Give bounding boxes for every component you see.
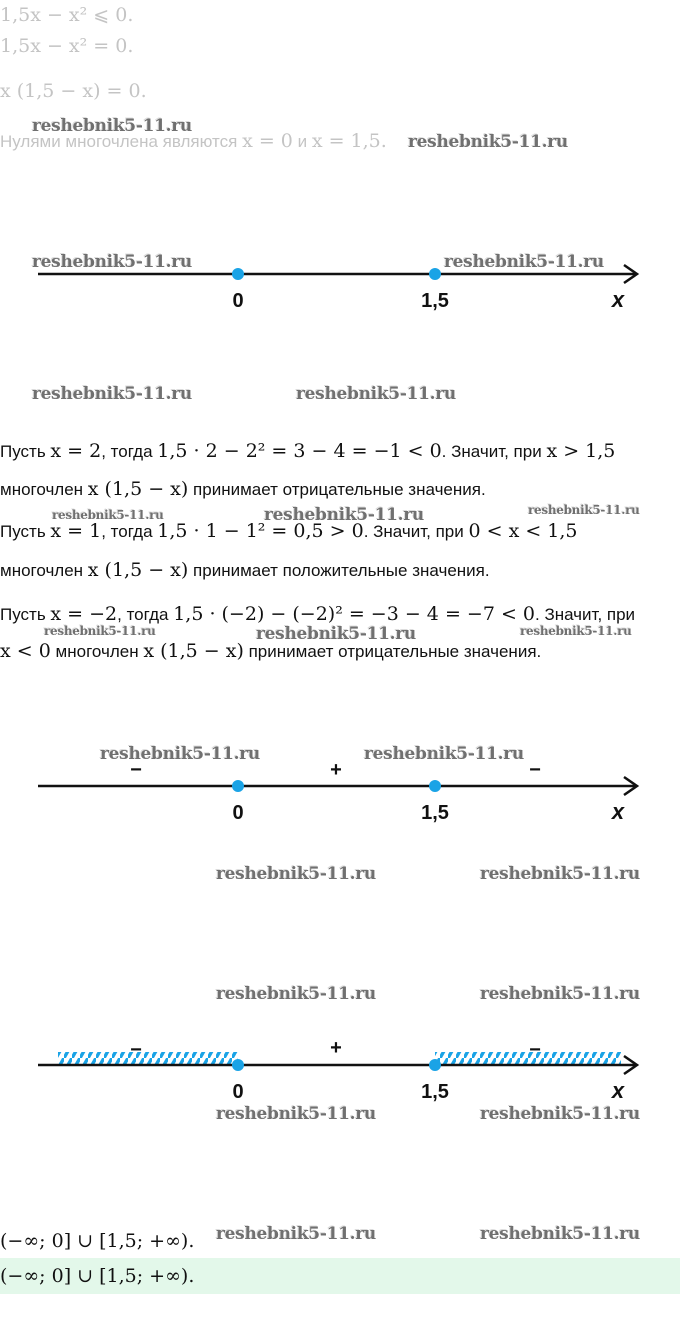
- zero-point: [232, 780, 244, 792]
- watermark: reshebnik5-11.ru: [528, 503, 640, 517]
- check-line-2b: [0, 559, 490, 581]
- check-expression: 1,5 · 1 − 1² = 0,5 > 0: [157, 520, 364, 542]
- watermark: reshebnik5-11.ru: [408, 132, 568, 152]
- watermark: reshebnik5-11.ru: [480, 1224, 640, 1244]
- watermark: reshebnik5-11.ru: [32, 252, 192, 272]
- zeros-prefix: Нулями многочлена являются: [0, 132, 238, 151]
- watermark: reshebnik5-11.ru: [480, 984, 640, 1004]
- zero-label: 0: [232, 802, 244, 824]
- axis-name: x: [611, 799, 625, 824]
- watermark: reshebnik5-11.ru: [480, 864, 640, 884]
- sign-middle: +: [330, 759, 342, 781]
- check-line-3: [0, 603, 635, 625]
- check-condition: x > 1,5: [546, 440, 616, 462]
- check-expression: 1,5 · 2 − 2² = 3 − 4 = −1 < 0: [157, 440, 442, 462]
- sign-right: −: [529, 1039, 541, 1061]
- watermark: reshebnik5-11.ru: [100, 744, 260, 764]
- polynomial: x (1,5 − x): [87, 559, 189, 581]
- zeros-x1: x = 0: [242, 130, 293, 152]
- check-conclusion: принимает положительные значения.: [193, 561, 490, 580]
- watermark: reshebnik5-11.ru: [256, 624, 416, 644]
- check-line-1: [0, 440, 615, 462]
- check-text: , тогда: [117, 605, 169, 624]
- check-x: x = 2: [50, 440, 102, 462]
- check-text: Пусть: [0, 522, 46, 541]
- watermark: reshebnik5-11.ru: [52, 508, 164, 522]
- watermark: reshebnik5-11.ru: [32, 116, 192, 136]
- polynomial: x (1,5 − x): [143, 640, 244, 662]
- zeros-and: и: [297, 132, 308, 151]
- sign-middle: +: [330, 1037, 342, 1059]
- sign-right: −: [529, 759, 541, 781]
- equation-line: 1,5x − x² = 0.: [0, 35, 134, 57]
- axis-name: x: [611, 287, 625, 312]
- watermark: reshebnik5-11.ru: [216, 984, 376, 1004]
- check-condition: 0 < x < 1,5: [468, 520, 578, 542]
- check-conclusion: принимает отрицательные значения.: [248, 642, 542, 661]
- hatch-right: [435, 1052, 621, 1064]
- watermark: reshebnik5-11.ru: [480, 1104, 640, 1124]
- point-label: 1,5: [421, 802, 449, 824]
- answer-set: (−∞; 0] ∪ [1,5; +∞).: [0, 1265, 195, 1287]
- check-text: многочлен: [0, 561, 84, 580]
- check-text: . Значит, при: [441, 442, 542, 461]
- watermark: reshebnik5-11.ru: [364, 744, 524, 764]
- check-conclusion: принимает отрицательные значения.: [193, 480, 486, 499]
- check-text: , тогда: [101, 442, 153, 461]
- check-text: многочлен: [0, 480, 84, 499]
- axis-name: x: [611, 1078, 625, 1103]
- zeros-x2: x = 1,5.: [311, 130, 387, 152]
- point-label: 1,5: [421, 290, 449, 312]
- point-1-5: [429, 780, 441, 792]
- watermark: reshebnik5-11.ru: [44, 624, 156, 638]
- result-set: (−∞; 0] ∪ [1,5; +∞).: [0, 1230, 195, 1252]
- watermark: reshebnik5-11.ru: [216, 1104, 376, 1124]
- watermark: reshebnik5-11.ru: [216, 1224, 376, 1244]
- polynomial: x (1,5 − x): [87, 478, 189, 500]
- check-text: . Значит, при: [535, 605, 636, 624]
- watermark: reshebnik5-11.ru: [32, 384, 192, 404]
- check-text: Пусть: [0, 605, 46, 624]
- point-1-5: [429, 1059, 441, 1071]
- watermark: reshebnik5-11.ru: [444, 252, 604, 272]
- zero-point: [232, 1059, 244, 1071]
- hatch-left: [58, 1052, 238, 1064]
- check-x: x = 1: [50, 520, 102, 542]
- watermark: reshebnik5-11.ru: [264, 505, 424, 525]
- zero-label: 0: [232, 1081, 244, 1103]
- check-expression: 1,5 · (−2) − (−2)² = −3 − 4 = −7 < 0: [173, 603, 535, 625]
- check-text: , тогда: [101, 522, 153, 541]
- zero-label: 0: [232, 290, 244, 312]
- sign-left: −: [130, 759, 142, 781]
- check-x: x = −2: [50, 603, 118, 625]
- check-line-1b: [0, 478, 486, 500]
- number-line-solution: [0, 1030, 680, 1110]
- inequality-line: 1,5x − x² ⩽ 0.: [0, 4, 134, 26]
- factored-equation-line: x (1,5 − x) = 0.: [0, 80, 147, 102]
- check-text: . Значит, при: [363, 522, 464, 541]
- point-1-5: [429, 268, 441, 280]
- watermark: reshebnik5-11.ru: [520, 624, 632, 638]
- point-label: 1,5: [421, 1081, 449, 1103]
- zero-point: [232, 268, 244, 280]
- check-text: многочлен: [55, 642, 139, 661]
- check-condition: x < 0: [0, 640, 51, 662]
- watermark: reshebnik5-11.ru: [216, 864, 376, 884]
- watermark: reshebnik5-11.ru: [296, 384, 456, 404]
- check-text: Пусть: [0, 442, 46, 461]
- sign-left: −: [130, 1039, 142, 1061]
